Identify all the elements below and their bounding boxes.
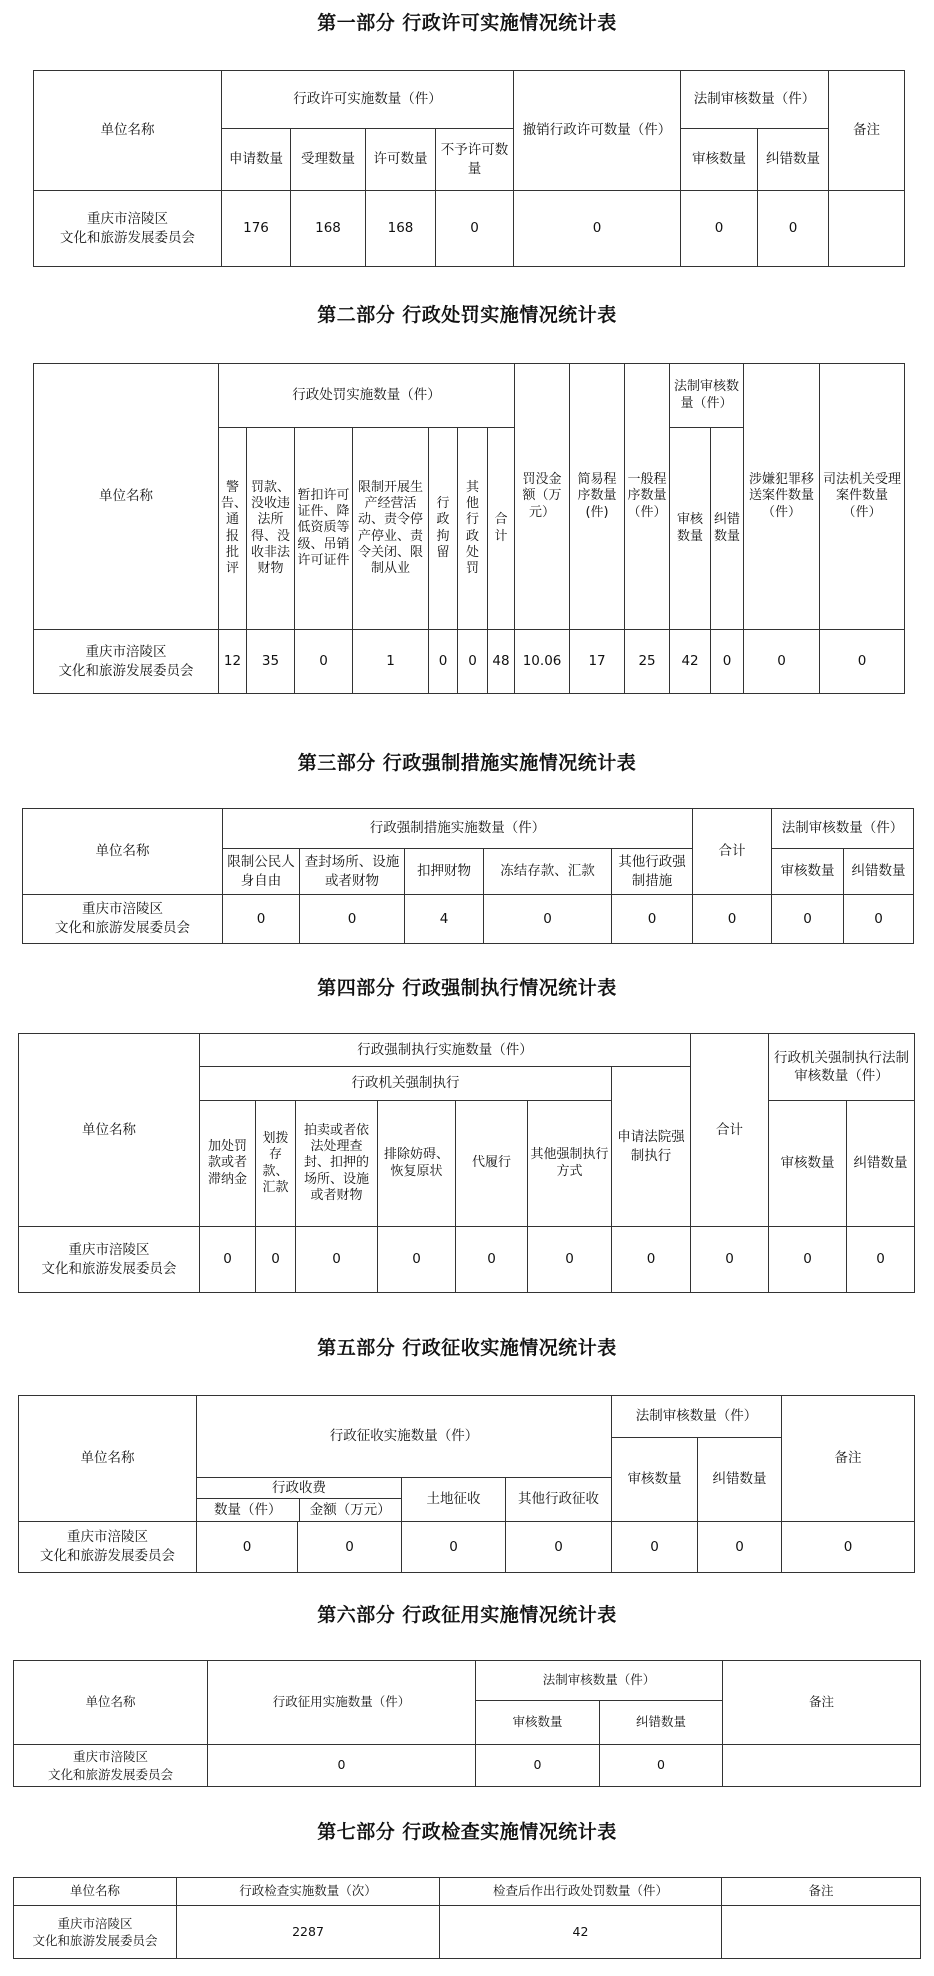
unit-name-header: 单位名称 xyxy=(23,809,223,895)
court-enforcement-header: 申请法院强制执行 xyxy=(612,1067,691,1227)
unit-name-header: 单位名称 xyxy=(34,364,219,630)
fine-confiscate-header: 罚款、没收违法所得、没收非法财物 xyxy=(247,428,295,630)
general-procedure-header: 一般程序数量（件） xyxy=(625,364,670,630)
review-value: 0 xyxy=(772,895,844,944)
requisition-impl-value: 0 xyxy=(208,1745,476,1787)
note-value xyxy=(722,1906,921,1959)
other-penalty-value: 0 xyxy=(458,630,488,694)
penalty-impl-header: 行政处罚实施数量（件） xyxy=(219,364,515,428)
note-value xyxy=(723,1745,921,1787)
part2-title: 第二部分 行政处罚实施情况统计表 xyxy=(317,304,617,326)
review-value: 0 xyxy=(681,191,758,267)
review-value: 0 xyxy=(612,1522,698,1573)
review-group-header: 法制审核数量（件） xyxy=(670,364,744,428)
unit-name-header: 单位名称 xyxy=(34,71,222,191)
fine-amount-value: 10.06 xyxy=(515,630,570,694)
unit-name-cell: 重庆市涪陵区 文化和旅游发展委员会 xyxy=(19,1522,197,1573)
total-value: 48 xyxy=(488,630,515,694)
enforcement-table xyxy=(18,1033,915,1293)
unit-name-header: 单位名称 xyxy=(14,1661,208,1745)
inspection-count-value: 2287 xyxy=(177,1906,440,1959)
unit-name-header: 单位名称 xyxy=(14,1878,177,1906)
correct-header: 纠错数量 xyxy=(600,1701,723,1745)
detention-header: 行政拘留 xyxy=(429,428,458,630)
total-header: 合计 xyxy=(693,809,772,895)
suspend-license-header: 暂扣许可证件、降低资质等级、吊销许可证件 xyxy=(295,428,353,630)
correct-value: 0 xyxy=(758,191,829,267)
other-levy-header: 其他行政征收 xyxy=(506,1478,612,1522)
review-value: 0 xyxy=(769,1227,847,1293)
correct-value: 0 xyxy=(847,1227,915,1293)
unit-name-header: 单位名称 xyxy=(19,1396,197,1522)
permit-value: 168 xyxy=(366,191,436,267)
general-procedure-value: 25 xyxy=(625,630,670,694)
other-measures-value: 0 xyxy=(612,895,693,944)
correct-value: 0 xyxy=(600,1745,723,1787)
unit-name-header: 单位名称 xyxy=(19,1034,200,1227)
note-header: 备注 xyxy=(722,1878,921,1906)
permit-header: 许可数量 xyxy=(366,129,436,191)
restrict-business-header: 限制开展生产经营活动、责令停产停业、责令关闭、限制从业 xyxy=(353,428,429,630)
note-value xyxy=(829,191,905,267)
seize-property-header: 扣押财物 xyxy=(405,849,484,895)
organ-enforcement-header: 行政机关强制执行 xyxy=(200,1067,612,1101)
requisition-impl-header: 行政征用实施数量（件） xyxy=(208,1661,476,1745)
late-fee-value: 0 xyxy=(200,1227,256,1293)
fee-group-header: 行政收费 xyxy=(197,1478,401,1499)
requisition-table xyxy=(13,1660,921,1787)
correct-header: 纠错数量 xyxy=(711,428,744,630)
fee-amount-value: 0 xyxy=(298,1522,402,1573)
warning-header: 警告、通报批评 xyxy=(219,428,247,630)
review-group-header: 法制审核数量（件） xyxy=(772,809,914,849)
detention-value: 0 xyxy=(429,630,458,694)
review-group-header: 法制审核数量（件） xyxy=(476,1661,723,1701)
apply-header: 申请数量 xyxy=(222,129,291,191)
measures-impl-header: 行政强制措施实施数量（件） xyxy=(223,809,693,849)
other-enforcement-header: 其他强制执行方式 xyxy=(528,1101,612,1227)
judicial-accept-header: 司法机关受理案件数量（件） xyxy=(820,364,905,630)
land-levy-header: 土地征收 xyxy=(402,1478,506,1522)
other-measures-header: 其他行政强制措施 xyxy=(612,849,693,895)
restrict-freedom-header: 限制公民人身自由 xyxy=(223,849,300,895)
seize-property-value: 4 xyxy=(405,895,484,944)
simple-procedure-value: 17 xyxy=(570,630,625,694)
part1-title: 第一部分 行政许可实施情况统计表 xyxy=(317,12,617,34)
post-inspection-penalty-header: 检查后作出行政处罚数量（件） xyxy=(440,1878,722,1906)
note-header: 备注 xyxy=(782,1396,915,1522)
late-fee-header: 加处罚款或者滞纳金 xyxy=(200,1101,256,1227)
levy-table xyxy=(18,1395,915,1573)
warning-value: 12 xyxy=(219,630,247,694)
seal-premises-value: 0 xyxy=(300,895,405,944)
part7-title: 第七部分 行政检查实施情况统计表 xyxy=(317,1821,617,1843)
note-header: 备注 xyxy=(723,1661,921,1745)
penalty-table xyxy=(33,363,905,694)
suspend-license-value: 0 xyxy=(295,630,353,694)
correct-header: 纠错数量 xyxy=(758,129,829,191)
auction-header: 拍卖或者依法处理查封、扣押的场所、设施或者财物 xyxy=(296,1101,378,1227)
part6-title: 第六部分 行政征用实施情况统计表 xyxy=(317,1604,617,1626)
fee-count-value: 0 xyxy=(197,1522,298,1573)
crime-transfer-value: 0 xyxy=(744,630,820,694)
freeze-deposits-header: 冻结存款、汇款 xyxy=(484,849,612,895)
part3-title: 第三部分 行政强制措施实施情况统计表 xyxy=(297,752,637,774)
revoke-value: 0 xyxy=(514,191,681,267)
permit-table xyxy=(33,70,905,267)
review-header: 审核数量 xyxy=(476,1701,600,1745)
review-header: 审核数量 xyxy=(769,1101,847,1227)
simple-procedure-header: 简易程序数量(件) xyxy=(570,364,625,630)
fine-confiscate-value: 35 xyxy=(247,630,295,694)
correct-header: 纠错数量 xyxy=(844,849,914,895)
review-header: 审核数量 xyxy=(681,129,758,191)
fine-amount-header: 罚没金额（万元） xyxy=(515,364,570,630)
transfer-deposits-value: 0 xyxy=(256,1227,296,1293)
review-group-header: 法制审核数量（件） xyxy=(612,1396,782,1438)
review-value: 0 xyxy=(476,1745,600,1787)
review-header: 审核数量 xyxy=(612,1438,698,1522)
deny-header: 不予许可数量 xyxy=(436,129,514,191)
remove-obstruction-value: 0 xyxy=(378,1227,456,1293)
crime-transfer-header: 涉嫌犯罪移送案件数量（件） xyxy=(744,364,820,630)
total-value: 0 xyxy=(693,895,772,944)
levy-impl-header: 行政征收实施数量（件） xyxy=(197,1396,612,1478)
unit-name-cell: 重庆市涪陵区 文化和旅游发展委员会 xyxy=(34,191,222,267)
fee-group xyxy=(197,1478,402,1522)
court-enforcement-value: 0 xyxy=(612,1227,691,1293)
review-header: 审核数量 xyxy=(670,428,711,630)
inspection-table xyxy=(13,1877,921,1959)
apply-value: 176 xyxy=(222,191,291,267)
inspection-count-header: 行政检查实施数量（次） xyxy=(177,1878,440,1906)
land-levy-value: 0 xyxy=(402,1522,506,1573)
enforcement-impl-header: 行政强制执行实施数量（件） xyxy=(200,1034,691,1067)
revoke-header: 撤销行政许可数量（件） xyxy=(514,71,681,191)
other-penalty-header: 其他行政处罚 xyxy=(458,428,488,630)
review-value: 42 xyxy=(670,630,711,694)
accept-value: 168 xyxy=(291,191,366,267)
restrict-business-value: 1 xyxy=(353,630,429,694)
restrict-freedom-value: 0 xyxy=(223,895,300,944)
unit-name-cell: 重庆市涪陵区 文化和旅游发展委员会 xyxy=(34,630,219,694)
total-header: 合计 xyxy=(488,428,515,630)
note-value: 0 xyxy=(782,1522,915,1573)
total-header: 合计 xyxy=(691,1034,769,1227)
review-group-header: 行政机关强制执行法制审核数量（件） xyxy=(769,1034,915,1101)
substitute-performance-header: 代履行 xyxy=(456,1101,528,1227)
note-header: 备注 xyxy=(829,71,905,191)
post-inspection-penalty-value: 42 xyxy=(440,1906,722,1959)
other-levy-value: 0 xyxy=(506,1522,612,1573)
other-enforcement-value: 0 xyxy=(528,1227,612,1293)
part4-title: 第四部分 行政强制执行情况统计表 xyxy=(317,977,617,999)
correct-header: 纠错数量 xyxy=(698,1438,782,1522)
auction-value: 0 xyxy=(296,1227,378,1293)
seal-premises-header: 查封场所、设施或者财物 xyxy=(300,849,405,895)
review-header: 审核数量 xyxy=(772,849,844,895)
unit-name-cell: 重庆市涪陵区 文化和旅游发展委员会 xyxy=(23,895,223,944)
unit-name-cell: 重庆市涪陵区 文化和旅游发展委员会 xyxy=(14,1745,208,1787)
total-value: 0 xyxy=(691,1227,769,1293)
transfer-deposits-header: 划拨存款、汇款 xyxy=(256,1101,296,1227)
coercive-measures-table xyxy=(22,808,914,944)
freeze-deposits-value: 0 xyxy=(484,895,612,944)
fee-count-header: 数量（件） xyxy=(197,1499,300,1521)
correct-value: 0 xyxy=(698,1522,782,1573)
review-group-header: 法制审核数量（件） xyxy=(681,71,829,129)
correct-value: 0 xyxy=(844,895,914,944)
unit-name-cell: 重庆市涪陵区 文化和旅游发展委员会 xyxy=(14,1906,177,1959)
correct-header: 纠错数量 xyxy=(847,1101,915,1227)
part5-title: 第五部分 行政征收实施情况统计表 xyxy=(317,1337,617,1359)
judicial-accept-value: 0 xyxy=(820,630,905,694)
accept-header: 受理数量 xyxy=(291,129,366,191)
permit-impl-header: 行政许可实施数量（件） xyxy=(222,71,514,129)
substitute-performance-value: 0 xyxy=(456,1227,528,1293)
fee-amount-header: 金额（万元） xyxy=(309,1502,391,1518)
correct-value: 0 xyxy=(711,630,744,694)
remove-obstruction-header: 排除妨碍、恢复原状 xyxy=(378,1101,456,1227)
unit-name-cell: 重庆市涪陵区 文化和旅游发展委员会 xyxy=(19,1227,200,1293)
deny-value: 0 xyxy=(436,191,514,267)
